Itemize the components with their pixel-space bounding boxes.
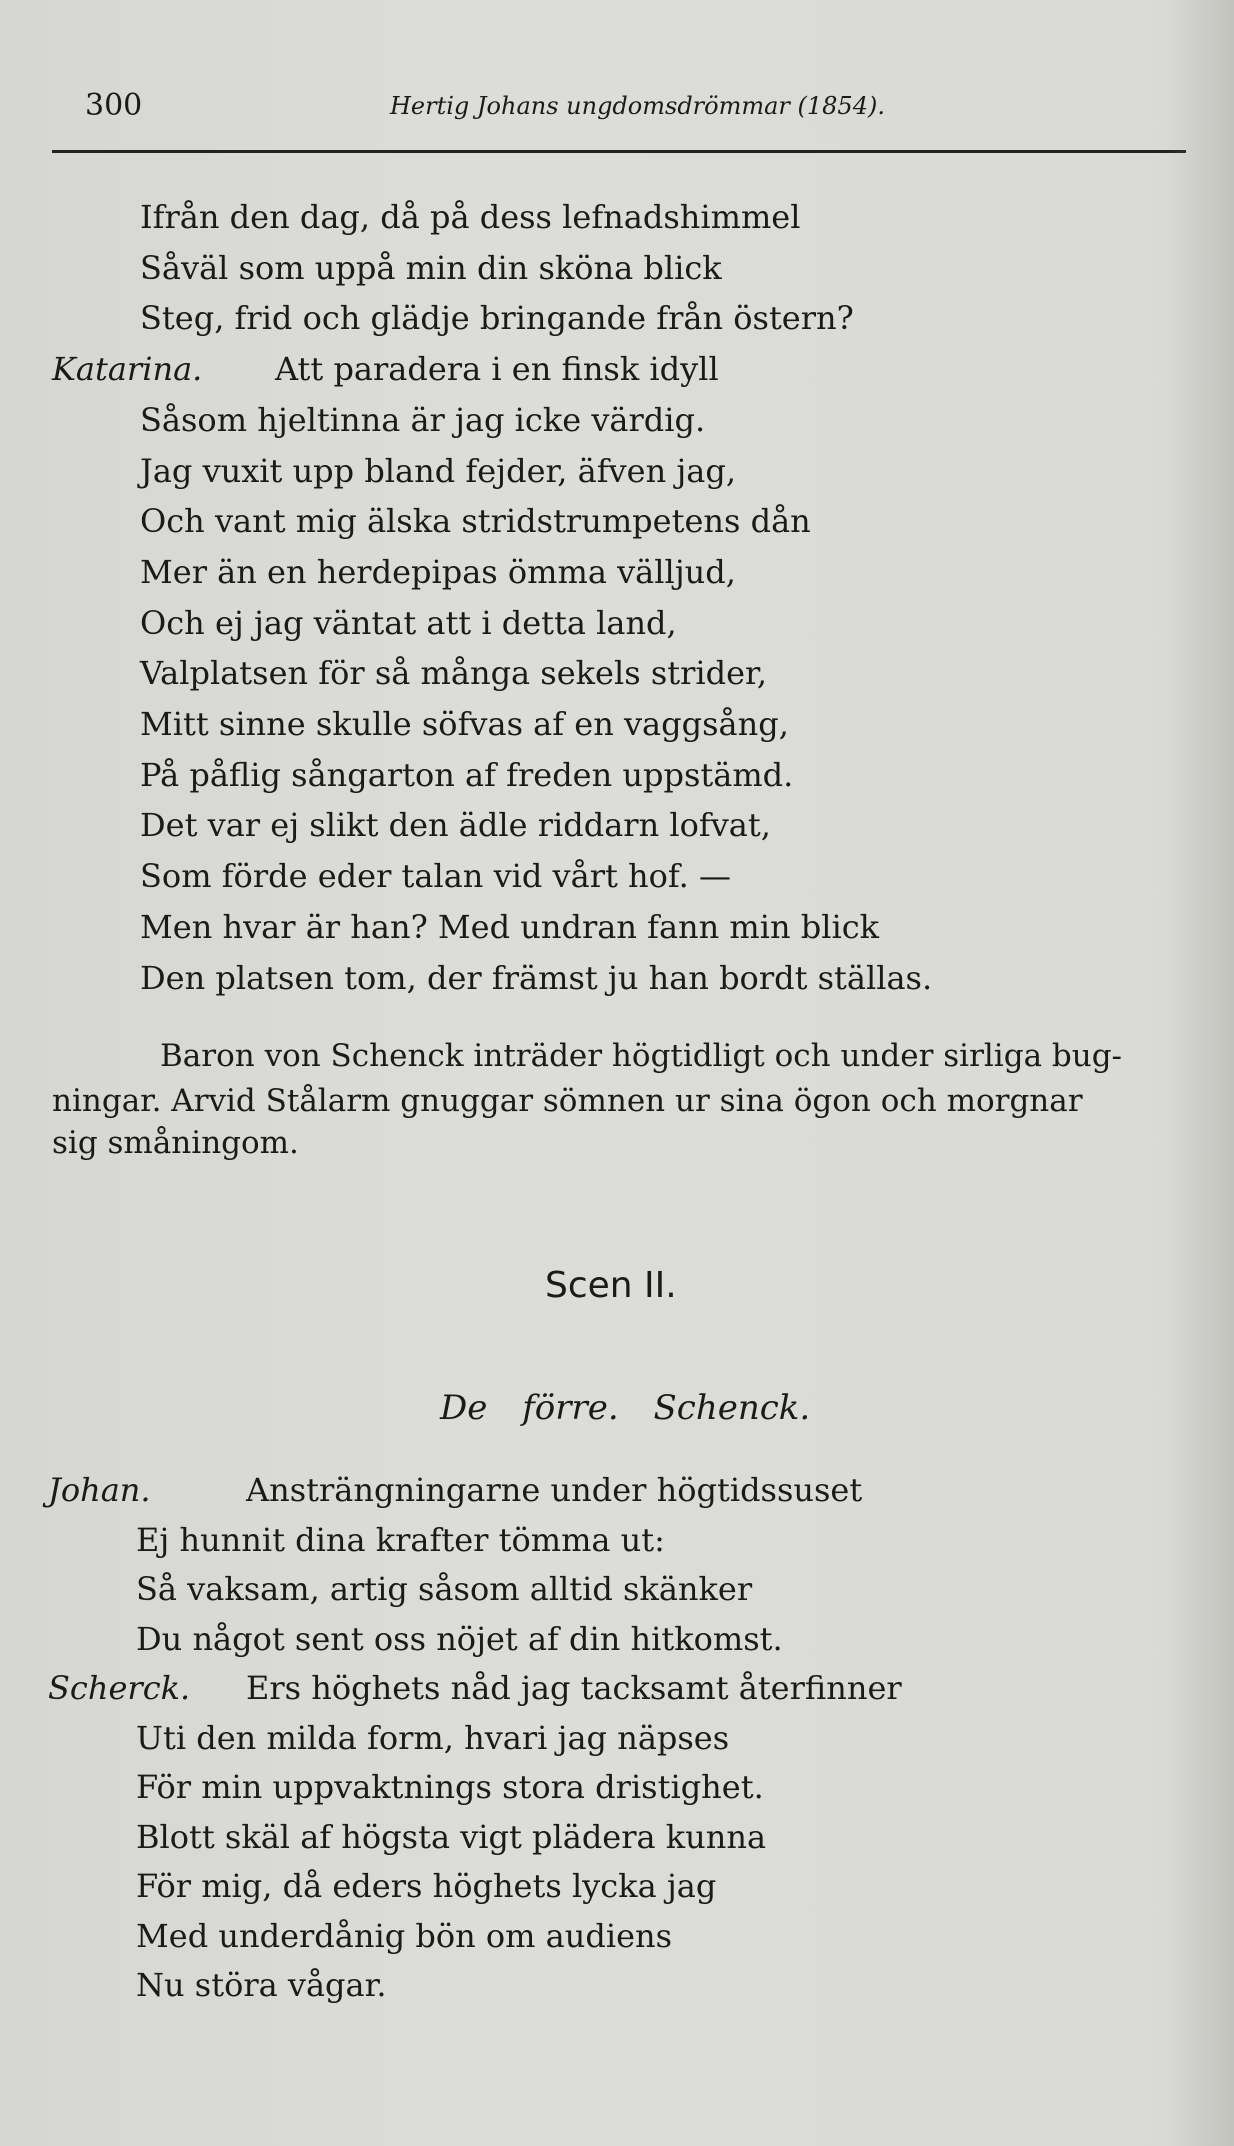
verse-line: Du något sent oss nöjet af din hitkomst. — [136, 1619, 783, 1658]
verse-line: Så vaksam, artig såsom alltid skänker — [136, 1570, 753, 1608]
page-number: 300 — [85, 88, 143, 123]
characters-on-stage: De förre. Schenck. — [440, 1388, 811, 1428]
verse-line: Jag vuxit upp bland fejder, äfven jag, — [140, 451, 736, 490]
stage-direction-line: ningar. Arvid Stålarm gnuggar sömnen ur sina ögon och morgnar — [52, 1083, 1083, 1119]
verse-line: Valplatsen för så många sekels strider, — [140, 654, 767, 693]
verse-line: Uti den milda form, hvari jag näpses — [136, 1718, 730, 1757]
verse-line: Och ej jag väntat att i detta land, — [140, 603, 677, 642]
verse-line: Blott skäl af högsta vigt plädera kunna — [136, 1817, 767, 1856]
verse-line: Ej hunnit dina krafter tömma ut: — [136, 1520, 665, 1559]
speaker-name: Katarina. — [52, 350, 203, 389]
stage-direction-line: Baron von Schenck inträder högtidligt och under sirliga bug- — [160, 1038, 1123, 1074]
verse-line: Med underdånig bön om audiens — [136, 1916, 673, 1955]
page-edge-shadow — [1164, 0, 1234, 2146]
verse-line: Den platsen tom, der främst ju han bordt ställas. — [140, 958, 933, 997]
verse-line: Att paradera i en finsk idyll — [275, 350, 719, 389]
verse-line: Och vant mig älska stridstrumpetens dån — [140, 502, 811, 541]
verse-line: Som förde eder talan vid vårt hof. — — [140, 857, 731, 896]
header-rule — [52, 150, 1186, 153]
speaker-name: Scherck. — [48, 1669, 191, 1707]
verse-line: Men hvar är han? Med undran fann min blick — [140, 907, 880, 946]
running-title: Hertig Johans ungdomsdrömmar (1854). — [390, 92, 885, 120]
verse-line: Steg, frid och glädje bringande från östern? — [140, 299, 854, 338]
verse-line: Ers höghets nåd jag tacksamt återfinner — [246, 1669, 902, 1707]
verse-line: Mitt sinne skulle söfvas af en vaggsång, — [140, 705, 789, 743]
verse-line: Det var ej slikt den ädle riddarn lofvat, — [140, 806, 771, 845]
verse-line: Ansträngningarne under högtidssuset — [246, 1471, 863, 1509]
verse-line: Såväl som uppå min din sköna blick — [140, 248, 722, 287]
verse-line: För mig, då eders höghets lycka jag — [136, 1867, 717, 1905]
verse-line: För min uppvaktnings stora dristighet. — [136, 1768, 764, 1806]
verse-line: Nu störa vågar. — [136, 1966, 387, 2004]
verse-line: Ifrån den dag, då på dess lefnadshimmel — [140, 198, 801, 236]
verse-line: På påflig sångarton af freden uppstämd. — [140, 755, 794, 794]
stage-direction-line: sig småningom. — [52, 1125, 299, 1161]
speaker-name: Johan. — [48, 1471, 151, 1509]
page-header — [85, 88, 1185, 128]
scene-title: Scen II. — [545, 1265, 677, 1306]
verse-line: Mer än en herdepipas ömma välljud, — [140, 552, 736, 591]
verse-line: Såsom hjeltinna är jag icke värdig. — [140, 400, 706, 439]
